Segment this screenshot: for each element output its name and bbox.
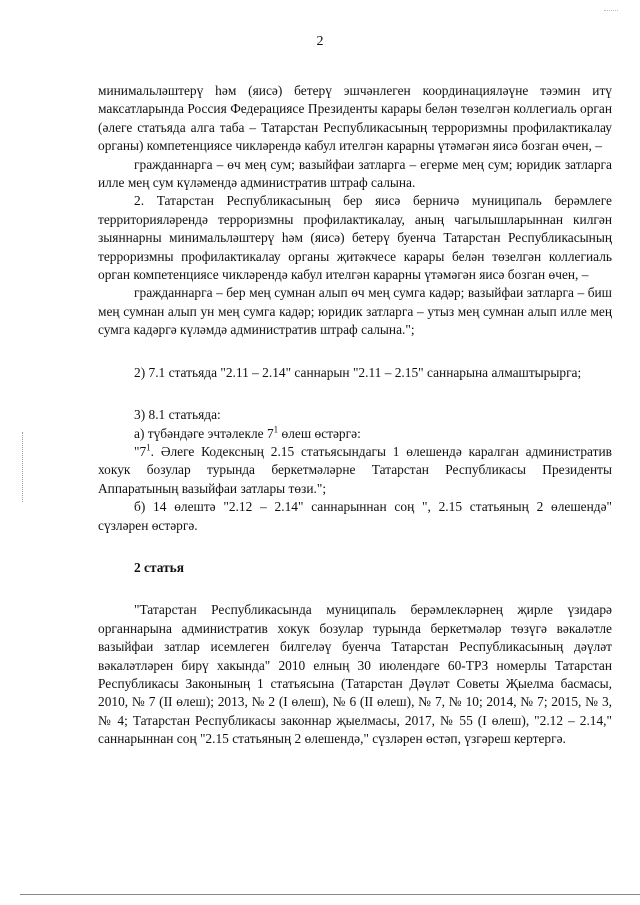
- paragraph-part-2: 2. Татарстан Республикасының бер яисә берничә муниципаль берәмлеге территорияләрендә терроризмны профилактикалау, аның чагылышларыннан килгән зыяннарны минимальләштерү һәм (яисә) бетерү буенча Татарстан Республикасының терроризмны профилактикалау органы җитәкчесе карары белән төзелгән коллегиаль орган компетенциясе чикләрендә кабул ителгән карарны үтәмәгән яисә бозган өчен, –: [98, 193, 612, 283]
- paragraph-penalty-1: гражданнарга – өч мең сум; вазыйфаи затларга – егерме мең сум; юридик затларга илле мең сум күләмендә административ штраф салына.: [98, 156, 612, 191]
- paragraph-article-2: "Татарстан Республикасында муниципаль берәмлекләрнең җирле үзидарә органнарына административ хокук бозулар турында беркетмәләр төзүгә вәкаләтле вазыйфаи затлар исемлеген билгеләү буенча Татарстан Республикасының дәүләт вәкаләтләрен бирү хакында" 2010 елның 30 июлендәге 60-ТРЗ номерлы Татарстан Республикасы Законының 1 статьясына (Татарстан Дәүләт Советы Җыелма басмасы, 2010, № 7 (II өлеш); 2013, № 2 (I өлеш), № 6 (II өлеш), № 7, № 10; 2014, № 7; 2015, № 3, № 4; Татарстан Республикасы законнар җыелмасы, 2017, № 55 (I өлеш), "2.12 – 2.14," саннарыннан соң "2.15 статьяның 2 өлешендә," сүзләрен өстәп, үзгәреш кертергә.: [98, 602, 612, 747]
- scan-speck: [604, 10, 618, 17]
- paragraph-part-7-1: "$7^1$. Әлеге Кодексның 2.15 статьясындагы 1 өлешендә каралган административ хокук бозулар турында беркетмәләрне Татарстан Республикасы Президенты Аппаратының вазыйфаи затлары төзи.";: [98, 442, 612, 496]
- paragraph-item-3: 3) 8.1 статьяда:: [134, 407, 221, 423]
- page-bottom-edge: [20, 894, 640, 895]
- paragraph-item-3a: а) түбәндәге эчтәлекле $7^1$ өлеш өстәргә:: [134, 424, 361, 441]
- paragraph-item-2: 2) 7.1 статьяда "2.11 – 2.14" саннарын "2.11 – 2.15" саннарына алмаштырырга;: [134, 364, 582, 380]
- paragraph-continuation: минимальләштерү һәм (яисә) бетерү эшчәнлеген координацияләүне тәэмин итү максатларында Россия Федерациясе Президенты карары белән төзелгән коллегиаль орган (әлеге статьяда алга таба – Татарстан Республикасының терроризмны профилактикалау органы) компетенциясе чикләрендә кабул ителгән карарны үтәмәгән яисә бозган өчен, –: [98, 83, 612, 154]
- document-body: [98, 82, 612, 749]
- paragraph-penalty-2: гражданнарга – бер мең сумнан алып өч мең сумга кадәр; вазыйфаи затларга – биш мең сумнан алып ун мең сумга кадәр; юридик затларга – утыз мең сумнан алып илле мең сумга кадәргә күләмдә административ штраф салына.";: [98, 285, 612, 338]
- article-heading: 2 статья: [134, 559, 184, 575]
- paragraph-item-3b: б) 14 өлештә "2.12 – 2.14" саннарыннан соң ", 2.15 статьяның 2 өлешендә" сүзләрен өстәргә.: [98, 499, 612, 533]
- page-number: 2: [316, 34, 324, 49]
- scan-binding-mark: [22, 432, 29, 502]
